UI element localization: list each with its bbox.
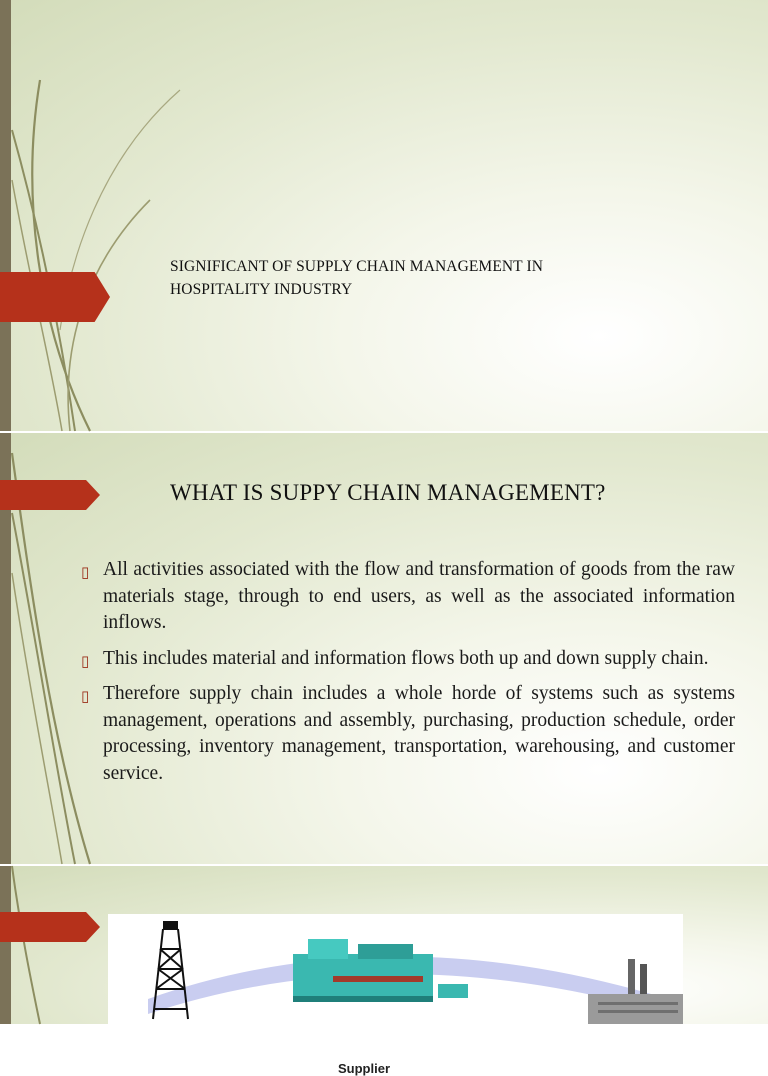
bullet-marker-icon: ▯: [81, 563, 90, 581]
bullet-item: [81, 557, 735, 637]
supplier-label: Supplier: [338, 1061, 391, 1076]
bullet-item: [81, 681, 735, 787]
title-tab-marker: [0, 272, 110, 322]
swoosh-decoration: [0, 0, 200, 431]
title-tab-marker: [0, 480, 100, 510]
bullet-text: All activities associated with the flow and transformation of goods from the raw materials stage, through to end users, as well as the associated information inflows.: [103, 559, 735, 633]
diagram-slide: [0, 866, 768, 1076]
title-slide: [0, 0, 768, 431]
bullet-list: [81, 557, 735, 796]
slide-title: [170, 255, 690, 301]
bullet-text: Therefore supply chain includes a whole horde of systems such as systems management, operations and assembly, purchasing, production schedule, order processing, inventory management, transportation, warehousing, and customer service.: [103, 683, 735, 784]
bullet-marker-icon: ▯: [81, 687, 90, 705]
bullet-text: This includes material and information flows both up and down supply chain.: [103, 647, 709, 669]
content-slide: [0, 433, 768, 864]
bullet-marker-icon: ▯: [81, 651, 90, 670]
bullet-item: [81, 646, 735, 673]
supply-chain-diagram: [108, 914, 683, 1076]
title-line-1: SIGNIFICANT OF SUPPLY CHAIN MANAGEMENT IN: [170, 258, 543, 275]
title-line-2: HOSPITALITY INDUSTRY: [170, 281, 353, 298]
title-tab-marker: [0, 912, 100, 942]
slide-title: WHAT IS SUPPY CHAIN MANAGEMENT?: [170, 480, 606, 505]
